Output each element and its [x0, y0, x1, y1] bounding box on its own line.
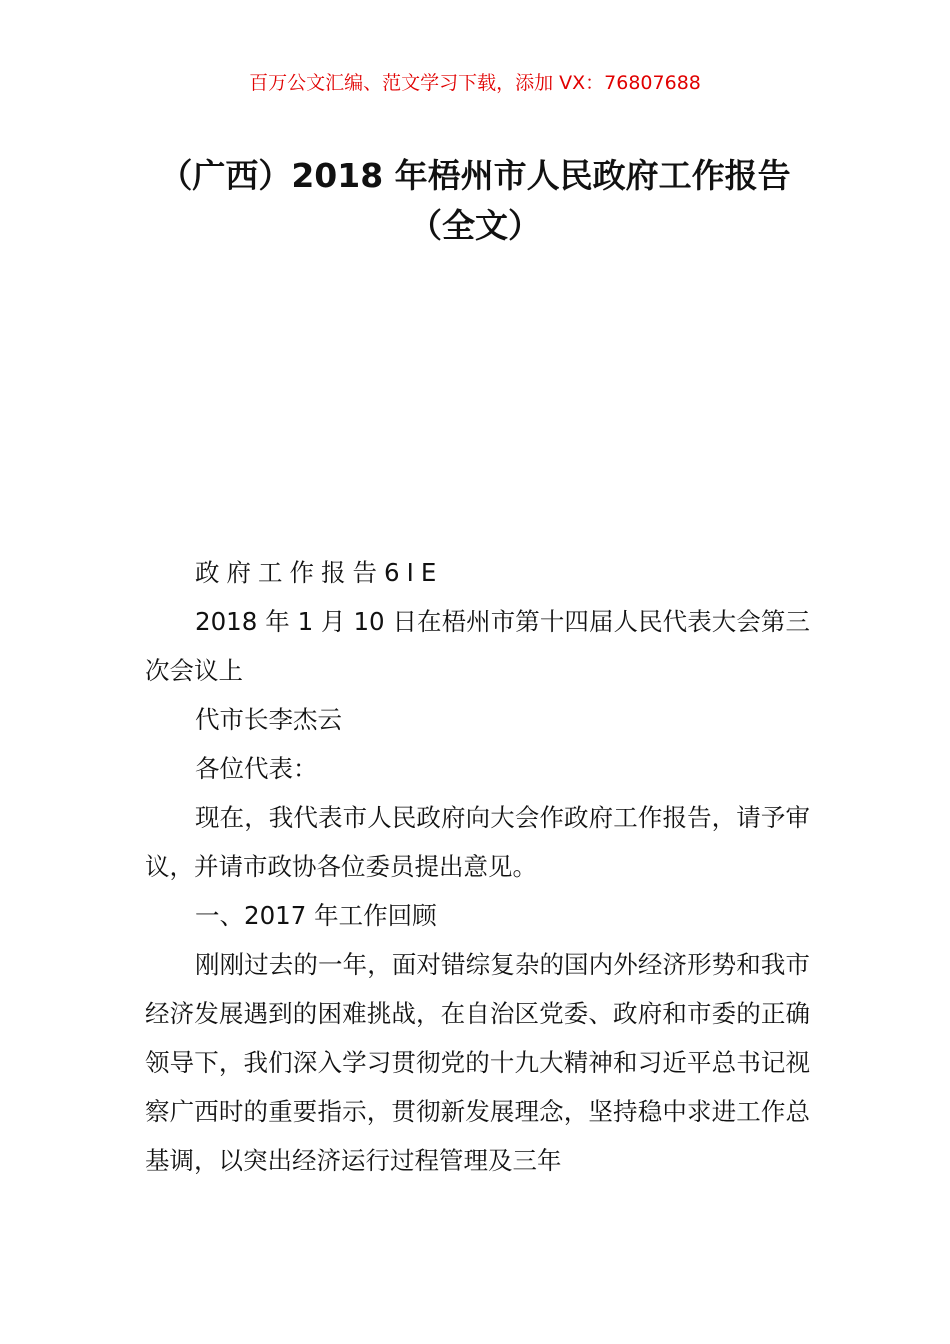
header-note: 百万公文汇编、范文学习下载，添加 VX：76807688 [249, 72, 701, 94]
meeting-info: 2018 年 1 月 10 日在梧州市第十四届人民代表大会第三次会议上 [145, 607, 810, 685]
paragraph-intro: 现在，我代表市人民政府向大会作政府工作报告，请予审议，并请市政协各位委员提出意见。 [145, 803, 810, 881]
section-heading: 一、2017 年工作回顾 [195, 901, 437, 930]
report-label: 政府工作报告6IE [195, 558, 444, 587]
salutation: 各位代表： [195, 754, 318, 783]
paragraph-review: 刚刚过去的一年，面对错综复杂的国内外经济形势和我市经济发展遇到的困难挑战，在自治区党委、政府和市委的正确领导下，我们深入学习贯彻党的十九大精神和习近平总书记视察广西时的重要指示，贯彻新发展理念，坚持稳中求进工作总基调，以突出经济运行过程管理及三年 [145, 950, 810, 1175]
document-title-line1: （广西）2018 年梧州市人民政府工作报告 [159, 156, 791, 195]
speaker-name: 代市长李杰云 [195, 705, 342, 734]
document-body [145, 548, 810, 1185]
document-title-line2: （全文） [409, 206, 541, 245]
